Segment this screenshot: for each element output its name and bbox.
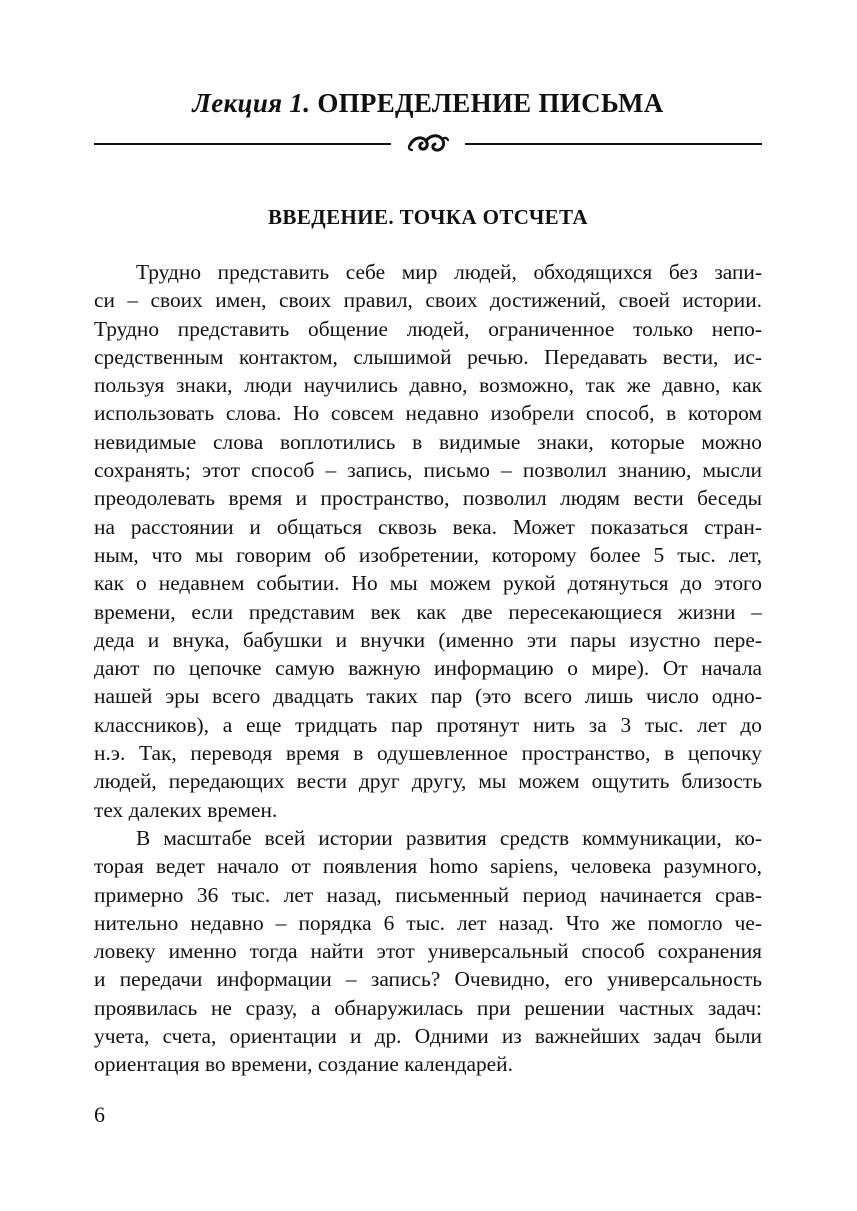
paragraph-1 bbox=[94, 258, 762, 824]
text-line: людей, передающих вести друг другу, мы можем ощутить близость bbox=[94, 769, 762, 794]
text-line: си – своих имен, своих правил, своих достижений, своей истории. bbox=[94, 288, 762, 313]
text-line: нашей эры всего двадцать таких пар (это всего лишь число одно- bbox=[94, 684, 762, 709]
text-line: времени, если представим век как две пересекающиеся жизни – bbox=[94, 599, 762, 624]
text-line: пользуя знаки, люди научились давно, возможно, так же давно, как bbox=[94, 373, 762, 398]
fleuron-ornament-icon bbox=[406, 128, 450, 158]
text-line: преодолевать время и пространство, позволил людям вести беседы bbox=[94, 486, 762, 511]
text-line: как о недавнем событии. Но мы можем рукой дотянуться до этого bbox=[94, 571, 762, 596]
chapter-title bbox=[94, 84, 762, 122]
page-number: 6 bbox=[94, 1102, 105, 1127]
text-line: классников), а еще тридцать пар протянут нить за 3 тыс. лет до bbox=[94, 712, 762, 737]
text-line: и передачи информации – запись? Очевидно, его универсальность bbox=[94, 967, 762, 992]
text-line: торая ведет начало от появления homo sapiens, человека разумного, bbox=[94, 854, 762, 879]
chapter-heading: ОПРЕДЕЛЕНИЕ ПИСЬМА bbox=[317, 88, 664, 118]
text-line: проявилась не сразу, а обнаружилась при решении частных задач: bbox=[94, 995, 762, 1020]
text-line: учета, счета, ориентации и др. Одними из важнейших задач были bbox=[94, 1024, 762, 1049]
text-line: примерно 36 тыс. лет назад, письменный период начинается срав- bbox=[94, 882, 762, 907]
text-line: ориентация во времени, создание календарей. bbox=[94, 1052, 513, 1077]
text-line: ловеку именно тогда найти этот универсальный способ сохранения bbox=[94, 939, 762, 964]
divider-rule-right bbox=[465, 143, 762, 145]
title-divider bbox=[94, 128, 762, 158]
text-line: использовать слова. Но совсем недавно изобрели способ, в котором bbox=[94, 401, 762, 426]
text-line: на расстоянии и общаться сквозь века. Может показаться стран- bbox=[94, 514, 762, 539]
text-line: сохранять; этот способ – запись, письмо – позволил знанию, мысли bbox=[94, 458, 762, 483]
section-title: ВВЕДЕНИЕ. ТОЧКА ОТСЧЕТА bbox=[268, 205, 588, 229]
text-line: дают по цепочке самую важную информацию о мире). От начала bbox=[94, 656, 762, 681]
body-text bbox=[94, 258, 762, 1079]
text-line: Трудно представить общение людей, ограниченное только непо- bbox=[94, 316, 762, 341]
text-line: деда и внука, бабушки и внучки (именно эти пары изустно пере- bbox=[94, 627, 762, 652]
paragraph-2 bbox=[94, 824, 762, 1079]
text-line: нительно недавно – порядка 6 тыс. лет назад. Что же помогло че- bbox=[94, 910, 762, 935]
text-line: ным, что мы говорим об изобретении, которому более 5 тыс. лет, bbox=[94, 542, 762, 567]
text-line: В масштабе всей истории развития средств коммуникации, ко- bbox=[136, 825, 762, 850]
text-line: Трудно представить себе мир людей, обходящихся без запи- bbox=[136, 260, 762, 284]
text-line: невидимые слова воплотились в видимые знаки, которые можно bbox=[94, 429, 762, 454]
lecture-label: Лекция 1. bbox=[192, 88, 311, 118]
text-line: средственным контактом, слышимой речью. Передавать вести, ис- bbox=[94, 344, 762, 369]
divider-rule-left bbox=[94, 143, 391, 145]
text-line: н.э. Так, переводя время в одушевленное пространство, в цепочку bbox=[94, 741, 762, 766]
text-line: тех далеких времен. bbox=[94, 797, 278, 822]
